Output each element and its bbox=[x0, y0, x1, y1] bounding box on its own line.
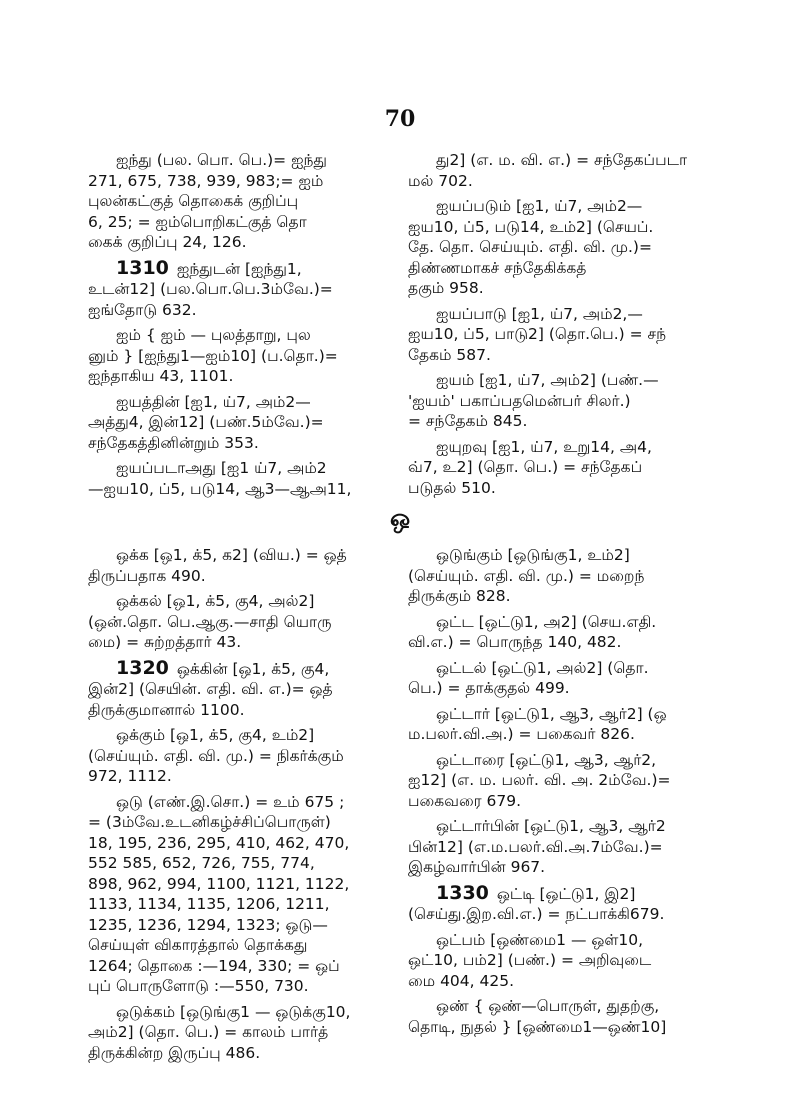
entry-headline bbox=[408, 704, 734, 725]
entry-line bbox=[408, 278, 734, 299]
dictionary-entry bbox=[88, 792, 418, 997]
dictionary-entry bbox=[88, 458, 418, 499]
dictionary-entry bbox=[408, 370, 734, 432]
entry-line bbox=[88, 700, 418, 721]
entry-text: திருக்கின்ற இருப்பு 486. bbox=[88, 1043, 261, 1062]
entry-headline bbox=[408, 612, 734, 633]
entry-line bbox=[88, 956, 418, 977]
entry-text: ஐந்து (பல. பொ. பெ.)= ஐந்து bbox=[116, 151, 327, 169]
entry-line bbox=[88, 976, 418, 997]
entry-line bbox=[88, 915, 418, 936]
entry-text: இகழ்வார்பின் 967. bbox=[408, 858, 546, 876]
entry-line bbox=[408, 457, 734, 478]
entry-line bbox=[408, 837, 734, 858]
entry-headline bbox=[408, 150, 734, 171]
entry-text: னும் } [ஐந்து1—ஐம்10] (ப.தொ.)= bbox=[88, 346, 338, 365]
entry-text: 972, 1112. bbox=[88, 767, 172, 785]
entry-line bbox=[408, 1017, 734, 1038]
dictionary-entry bbox=[408, 996, 734, 1037]
entry-text: ஒட்ட [ஒட்டு1, அ2] (செய.எதி. bbox=[436, 612, 657, 631]
entry-text: திண்ணமாகச் சந்தேகிக்கத் bbox=[408, 258, 587, 277]
entry-text: ஒடுக்கம் [ஒடுங்கு1 — ஒடுக்கு10, bbox=[116, 1002, 351, 1021]
dictionary-entry bbox=[408, 658, 734, 699]
entry-line bbox=[88, 746, 418, 767]
entry-text: ஐயப்பாடு [ஐ1, ய்7, அம்2,— bbox=[436, 304, 643, 323]
entry-text: ஒட்டி [ஒட்டு1, இ2] bbox=[496, 884, 636, 903]
entry-line bbox=[88, 412, 418, 433]
entry-line bbox=[408, 678, 734, 699]
entry-text: 1264; தொகை :—194, 330; = ஒப் bbox=[88, 956, 340, 975]
entry-text: 271, 675, 738, 939, 983;= ஐம் bbox=[88, 171, 324, 190]
entry-text: ஒக்கின் [ஒ1, க்5, கு4, bbox=[176, 659, 330, 678]
entry-text: பகைவரை 679. bbox=[408, 791, 522, 810]
entry-text: ஐயம் [ஐ1, ய்7, அம்2] (பண்.— bbox=[436, 371, 659, 389]
entry-text: தே. தொ. செய்யும். எதி. வி. மு.)= bbox=[408, 238, 652, 256]
entry-text: ஒட்டல் [ஒட்டு1, அல்2] (தொ. bbox=[436, 658, 649, 677]
entry-text: இன்2] (செயின். எதி. வி. எ.)= ஒத் bbox=[88, 680, 333, 698]
entry-line bbox=[88, 279, 418, 300]
entry-line bbox=[408, 770, 734, 791]
bottom-right-column bbox=[408, 545, 734, 1042]
entry-text: ஒக்கும் [ஒ1, க்5, கு4, உம்2] bbox=[116, 726, 315, 744]
entry-text: திருக்குமானால் 1100. bbox=[88, 700, 245, 719]
entry-text: ம.பலர்.வி.அ.) = பகைவர் 826. bbox=[408, 725, 635, 743]
top-right-column bbox=[408, 150, 734, 503]
entry-text: மை 404, 425. bbox=[408, 971, 515, 990]
entry-text: கைக் குறிப்பு 24, 126. bbox=[88, 233, 247, 251]
dictionary-entry bbox=[408, 883, 734, 925]
entry-text: வி.எ.) = பொருந்த 140, 482. bbox=[408, 633, 622, 651]
entry-line bbox=[88, 212, 418, 233]
entry-text: ஒக்க [ஒ1, க்5, க2] (விய.) = ஒத் bbox=[116, 546, 347, 564]
entry-line bbox=[408, 171, 734, 192]
entry-text: உடன்12] (பல.பொ.பெ.3ம்வே.)= bbox=[88, 280, 333, 298]
entry-line bbox=[88, 679, 418, 700]
entry-headline bbox=[88, 458, 418, 479]
entry-line bbox=[88, 479, 418, 500]
entry-text: 6, 25; = ஐம்பொறிகட்குத் தொ bbox=[88, 212, 307, 231]
dictionary-entry bbox=[408, 545, 734, 607]
entry-headline bbox=[408, 196, 734, 217]
entry-text: படுதல் 510. bbox=[408, 478, 496, 497]
entry-text: ஐய10, ப்5, பாடு2] (தொ.பெ.) = சந் bbox=[408, 325, 667, 343]
entry-text: ஐயப்படும் [ஐ1, ய்7, அம்2— bbox=[436, 197, 643, 215]
entry-line bbox=[88, 346, 418, 367]
entry-text: ஐ12] (எ. ம. பலர். வி. அ. 2ம்வே.)= bbox=[408, 771, 671, 789]
entry-line bbox=[408, 345, 734, 366]
entry-line bbox=[408, 791, 734, 812]
entry-text: ஒக்கல் [ஒ1, க்5, கு4, அல்2] bbox=[116, 592, 315, 610]
entry-text: = சந்தேகம் 845. bbox=[408, 412, 528, 430]
entry-line bbox=[88, 1022, 418, 1043]
entry-text: ஐந்துடன் [ஐந்து1, bbox=[176, 259, 302, 278]
bottom-left-column bbox=[88, 545, 418, 1068]
entry-line bbox=[88, 612, 418, 633]
dictionary-entry bbox=[88, 150, 418, 253]
entry-line bbox=[408, 971, 734, 992]
entry-line bbox=[88, 566, 418, 587]
dictionary-entry bbox=[408, 437, 734, 499]
entry-headline bbox=[408, 370, 734, 391]
entry-text: மை) = சுற்றத்தார் 43. bbox=[88, 633, 242, 651]
entry-headline bbox=[88, 545, 418, 566]
entry-headline bbox=[88, 591, 418, 612]
dictionary-entry bbox=[408, 150, 734, 191]
entry-text: ஒடுங்கும் [ஒடுங்கு1, உம்2] bbox=[436, 546, 630, 564]
dictionary-entry bbox=[88, 658, 418, 721]
entry-text: ஒட்டார்பின் [ஒட்டு1, ஆ3, ஆர்2 bbox=[436, 817, 666, 835]
entry-headline bbox=[88, 792, 418, 813]
entry-line bbox=[408, 586, 734, 607]
entry-text: சந்தேகத்தினின்றும் 353. bbox=[88, 433, 259, 452]
entry-line bbox=[88, 1043, 418, 1064]
entry-text: ஒட்10, பம்2] (பண்.) = அறிவுடை bbox=[408, 951, 652, 969]
entry-text: பெ.) = தாக்குதல் 499. bbox=[408, 679, 570, 697]
entry-line bbox=[408, 411, 734, 432]
entry-line bbox=[408, 904, 734, 925]
entry-line bbox=[408, 478, 734, 499]
entry-headline bbox=[88, 725, 418, 746]
entry-text: தொடி, நுதல் } [ஒண்மை1—ஒண்10] bbox=[408, 1017, 667, 1036]
entry-line bbox=[408, 566, 734, 587]
entry-text: 552 585, 652, 726, 755, 774, bbox=[88, 854, 315, 872]
entry-text: புப் பொருளோடு :—550, 730. bbox=[88, 977, 309, 995]
dictionary-entry bbox=[408, 704, 734, 745]
entry-headline bbox=[408, 996, 734, 1017]
entry-number: 1310 bbox=[116, 257, 169, 279]
entry-text: ஒட்டாரை [ஒட்டு1, ஆ3, ஆர்2, bbox=[436, 750, 657, 769]
entry-line bbox=[88, 171, 418, 192]
entry-headline bbox=[408, 658, 734, 679]
entry-text: மல் 702. bbox=[408, 171, 473, 190]
entry-text: தகும் 958. bbox=[408, 279, 484, 297]
entry-text: (செய்யும். எதி. வி. மு.) = நிகர்க்கும் bbox=[88, 746, 344, 765]
entry-line bbox=[88, 766, 418, 787]
entry-text: ஐயப்படாஅது [ஐ1 ய்7, அம்2 bbox=[116, 459, 327, 477]
section-letter: ஒ bbox=[389, 504, 411, 532]
entry-line bbox=[88, 833, 418, 854]
dictionary-entry bbox=[408, 816, 734, 878]
entry-line bbox=[88, 232, 418, 253]
entry-headline bbox=[408, 883, 734, 905]
entry-line bbox=[88, 632, 418, 653]
entry-text: செய்யுள் விகாரத்தால் தொக்கது bbox=[88, 936, 308, 954]
entry-headline bbox=[408, 545, 734, 566]
dictionary-entry bbox=[408, 196, 734, 299]
entry-line bbox=[88, 366, 418, 387]
entry-headline bbox=[408, 304, 734, 325]
dictionary-entry bbox=[88, 325, 418, 387]
entry-text: ஐயத்தின் [ஐ1, ய்7, அம்2— bbox=[116, 392, 311, 411]
entry-line bbox=[88, 812, 418, 833]
entry-line bbox=[88, 935, 418, 956]
entry-text: = (3ம்வே.உடனிகழ்ச்சிப்பொருள்) bbox=[88, 813, 331, 831]
entry-line bbox=[88, 191, 418, 212]
dictionary-entry bbox=[88, 545, 418, 586]
entry-text: ஒடு (எண்.இ.சொ.) = உம் 675 ; bbox=[116, 792, 345, 811]
entry-text: —ஐய10, ப்5, படு14, ஆ3—ஆஅ11, bbox=[88, 479, 352, 498]
entry-line bbox=[408, 857, 734, 878]
entry-line bbox=[408, 324, 734, 345]
entry-text: ஒட்பம் [ஒண்மை1 — ஒள்10, bbox=[436, 930, 643, 949]
entry-text: அத்து4, இன்12] (பண்.5ம்வே.)= bbox=[88, 413, 324, 431]
dictionary-entry bbox=[408, 304, 734, 366]
entry-text: தேகம் 587. bbox=[408, 345, 491, 364]
entry-headline bbox=[408, 750, 734, 771]
entry-text: அம்2] (தொ. பெ.) = காலம் பார்த் bbox=[88, 1023, 329, 1041]
entry-line bbox=[408, 950, 734, 971]
entry-text: 'ஐயம்' பகாப்பதமென்பர் சிலர்.) bbox=[408, 391, 631, 410]
top-left-column bbox=[88, 150, 418, 504]
entry-text: (செய்து.இற.வி.எ.) = நட்பாக்கி679. bbox=[408, 905, 665, 923]
entry-headline bbox=[88, 392, 418, 413]
entry-line bbox=[88, 433, 418, 454]
entry-text: திருக்கும் 828. bbox=[408, 587, 511, 605]
dictionary-entry bbox=[88, 725, 418, 787]
dictionary-entry bbox=[88, 1002, 418, 1064]
dictionary-entry bbox=[408, 612, 734, 653]
entry-number: 1320 bbox=[116, 657, 169, 679]
entry-line bbox=[408, 632, 734, 653]
entry-line bbox=[88, 874, 418, 895]
entry-line bbox=[408, 237, 734, 258]
entry-headline bbox=[88, 258, 418, 280]
entry-text: வ்7, உ2] (தொ. பெ.) = சந்தேகப் bbox=[408, 458, 643, 476]
entry-text: 1235, 1236, 1294, 1323; ஒடு— bbox=[88, 915, 328, 934]
entry-text: புலன்கட்குத் தொகைக் குறிப்பு bbox=[88, 192, 299, 210]
page-number: 70 bbox=[384, 106, 416, 132]
entry-headline bbox=[88, 150, 418, 171]
entry-headline bbox=[408, 437, 734, 458]
entry-text: ஐயுறவு [ஐ1, ய்7, உறு14, அ4, bbox=[436, 437, 652, 456]
entry-text: 1133, 1134, 1135, 1206, 1211, bbox=[88, 895, 330, 913]
dictionary-entry bbox=[408, 750, 734, 812]
entry-text: ஐந்தாகிய 43, 1101. bbox=[88, 367, 234, 385]
entry-text: 898, 962, 994, 1100, 1121, 1122, bbox=[88, 874, 350, 893]
entry-text: து2] (எ. ம. வி. எ.) = சந்தேகப்படா bbox=[436, 151, 688, 169]
entry-text: பின்12] (எ.ம.பலர்.வி.அ.7ம்வே.)= bbox=[408, 837, 663, 856]
entry-text: ஒட்டார் [ஒட்டு1, ஆ3, ஆர்2] (ஒ bbox=[436, 704, 667, 723]
entry-text: ஐம் { ஐம் — புலத்தாறு, புல bbox=[116, 326, 311, 344]
dictionary-entry bbox=[88, 392, 418, 454]
dictionary-entry bbox=[408, 930, 734, 992]
entry-text: திருப்பதாக 490. bbox=[88, 566, 206, 585]
entry-headline bbox=[408, 816, 734, 837]
entry-text: 18, 195, 236, 295, 410, 462, 470, bbox=[88, 833, 350, 852]
entry-headline bbox=[408, 930, 734, 951]
entry-headline bbox=[88, 658, 418, 680]
entry-headline bbox=[88, 1002, 418, 1023]
entry-number: 1330 bbox=[436, 882, 489, 904]
entry-line bbox=[408, 217, 734, 238]
dictionary-entry bbox=[88, 258, 418, 321]
entry-line bbox=[408, 724, 734, 745]
entry-text: (ஒன்.தொ. பெ.ஆகு.—சாதி யொரு bbox=[88, 612, 332, 631]
entry-line bbox=[88, 300, 418, 321]
entry-text: ஒண் { ஒண்—பொருள், துதற்கு, bbox=[436, 997, 660, 1015]
entry-text: (செய்யும். எதி. வி. மு.) = மறைந் bbox=[408, 566, 645, 585]
entry-text: ஐங்தோடு 632. bbox=[88, 300, 197, 319]
entry-line bbox=[88, 894, 418, 915]
entry-text: ஐய10, ப்5, படு14, உம்2] (செயப். bbox=[408, 217, 654, 236]
dictionary-entry bbox=[88, 591, 418, 653]
entry-line bbox=[408, 258, 734, 279]
entry-line bbox=[88, 853, 418, 874]
entry-headline bbox=[88, 325, 418, 346]
entry-line bbox=[408, 391, 734, 412]
